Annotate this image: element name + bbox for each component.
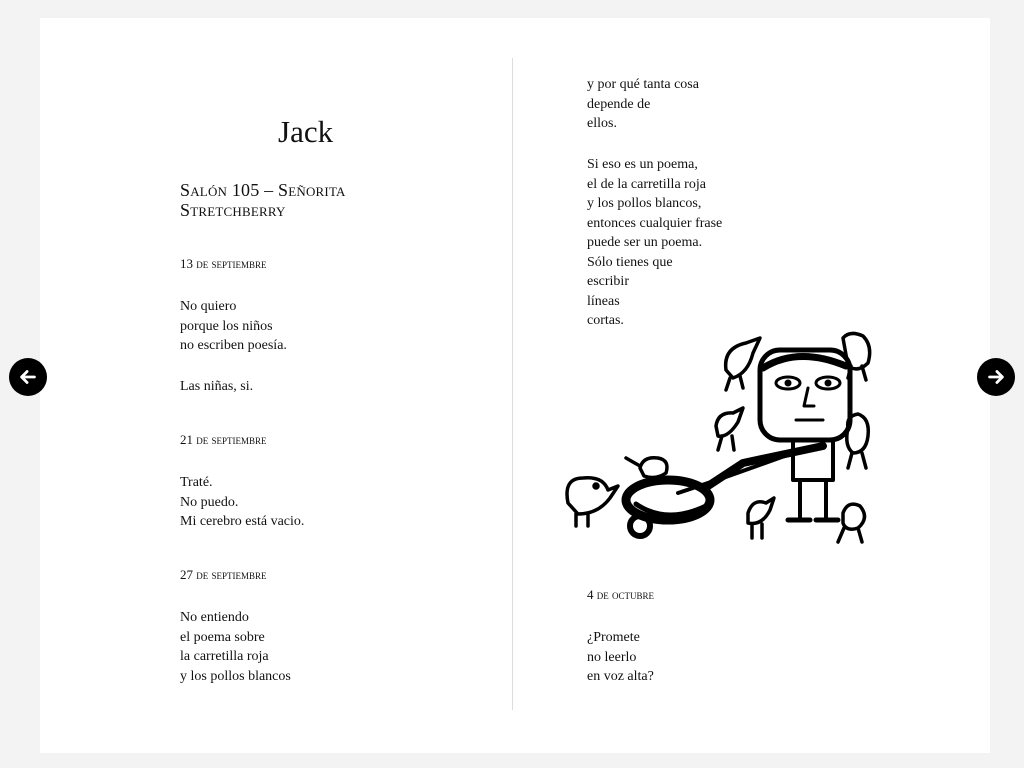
verse-line: Mi cerebro está vacio. — [180, 514, 305, 529]
verse-line: Traté. — [180, 475, 213, 490]
date-heading: 4 de octubre — [587, 587, 654, 602]
verse-line: Si eso es un poema, — [587, 157, 698, 172]
verse-line: no escriben poesía. — [180, 338, 287, 353]
verse-line: puede ser un poema. — [587, 235, 703, 250]
verse-line: la carretilla roja — [180, 649, 269, 664]
verse-line: escribir — [587, 274, 629, 289]
verse-line: No quiero — [180, 299, 237, 314]
verse-line: el de la carretilla roja — [587, 176, 706, 192]
verse-line: No entiendo — [180, 610, 249, 625]
date-heading: 27 de septiembre — [180, 567, 267, 582]
verse-line: ¿Promete — [587, 630, 640, 645]
verse-block — [180, 608, 291, 686]
verse-block — [587, 155, 722, 331]
verse-line: el poema sobre — [180, 629, 265, 645]
verse-line: depende de — [587, 96, 651, 112]
section-heading — [180, 180, 346, 220]
page-divider — [512, 58, 513, 710]
verse-block — [587, 628, 654, 687]
verse-line: líneas — [587, 293, 620, 309]
verse-line: porque los niños — [180, 318, 273, 334]
section-heading-line2: Stretchberry — [180, 200, 286, 220]
verse-line: cortas. — [587, 313, 624, 328]
verse-block — [180, 297, 287, 356]
verse-line: Sólo tienes que — [587, 254, 673, 270]
verse-line: entonces cualquier frase — [587, 215, 723, 231]
verse-line: ellos. — [587, 116, 617, 131]
arrow-right-icon — [985, 366, 1007, 388]
date-heading: 13 de septiembre — [180, 256, 267, 271]
next-page-button[interactable] — [977, 358, 1015, 396]
verse-block — [587, 75, 699, 134]
verse-line: y los pollos blancos, — [587, 196, 702, 211]
boy-wheelbarrow-chickens-illustration — [548, 328, 888, 548]
verse-line: no leerlo — [587, 649, 637, 665]
verse-block — [180, 473, 304, 532]
date-heading: 21 de septiembre — [180, 432, 267, 447]
arrow-left-icon — [17, 366, 39, 388]
verse-line: en voz alta? — [587, 669, 654, 684]
section-heading-line1: Salón 105 – Señorita — [180, 180, 346, 200]
page-title: Jack — [278, 114, 334, 149]
verse-line: y los pollos blancos — [180, 668, 291, 684]
verse-line: y por qué tanta cosa — [587, 77, 699, 92]
verse-line: Las niñas, si. — [180, 379, 254, 394]
verse-line: No puedo. — [180, 494, 239, 510]
prev-page-button[interactable] — [9, 358, 47, 396]
